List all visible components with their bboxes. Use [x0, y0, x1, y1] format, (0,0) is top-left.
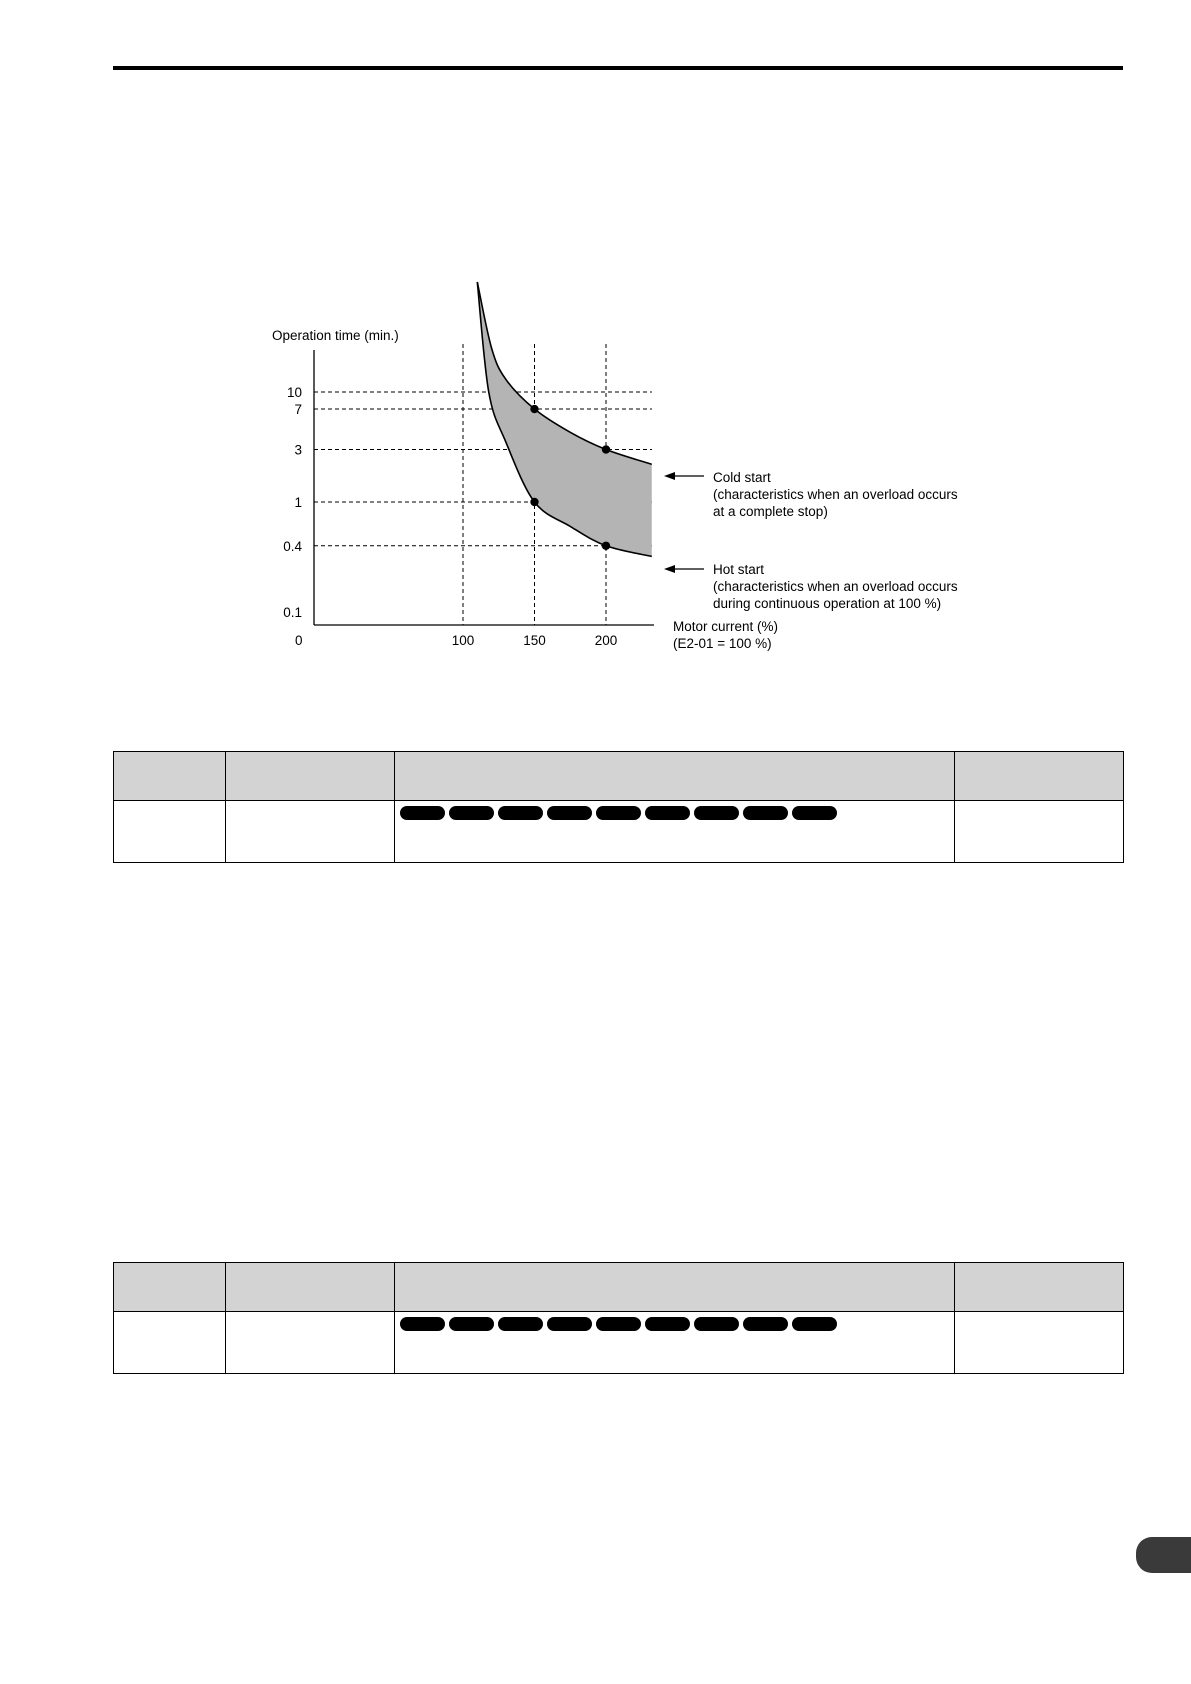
table-cell: [226, 1312, 395, 1374]
mode-pill: [596, 806, 641, 820]
operating-region-fill: [477, 282, 651, 556]
data-point-marker: [530, 498, 538, 506]
table-row: [114, 801, 1124, 863]
mode-pill: [498, 806, 543, 820]
mode-pill: [792, 1317, 837, 1331]
table-cell: [955, 801, 1124, 863]
header-cell: [955, 1263, 1124, 1312]
header-cell: [395, 1263, 955, 1312]
table-cell: [226, 801, 395, 863]
mode-pill: [743, 806, 788, 820]
data-point-marker: [602, 445, 610, 453]
mode-indicator-pills: [395, 1312, 954, 1331]
y-tick-label: 3: [294, 442, 302, 458]
mode-pill: [743, 1317, 788, 1331]
parameter-table-1: [113, 751, 1124, 863]
x-axis-label-line-2: (E2-01 = 100 %): [673, 636, 772, 651]
table-cell: [114, 1312, 226, 1374]
table-cell: [114, 801, 226, 863]
header-cell: [114, 1263, 226, 1312]
mode-pill: [596, 1317, 641, 1331]
mode-pill: [792, 806, 837, 820]
annotation-text: Hot start: [713, 562, 765, 577]
data-point-marker: [530, 405, 538, 413]
header-cell: [114, 752, 226, 801]
y-tick-label: 10: [286, 385, 302, 400]
table-cell: [955, 1312, 1124, 1374]
mode-indicator-cell: [395, 1312, 955, 1374]
mode-pill: [400, 1317, 445, 1331]
parameter-table-2: [113, 1262, 1124, 1374]
x-tick-label: 150: [523, 633, 546, 648]
mode-pill: [547, 806, 592, 820]
annotation-text: at a complete stop): [713, 504, 828, 519]
mode-pill: [449, 1317, 494, 1331]
header-cell: [226, 752, 395, 801]
mode-pill: [645, 806, 690, 820]
table-row: [114, 1312, 1124, 1374]
mode-pill: [400, 806, 445, 820]
chapter-tab: [1136, 1537, 1191, 1573]
mode-pill: [547, 1317, 592, 1331]
x-tick-label: 100: [451, 633, 475, 648]
table-header-row: [114, 752, 1124, 801]
y-tick-label: 7: [294, 402, 302, 418]
annotation-text: during continuous operation at 100 %): [713, 596, 942, 611]
overload-chart: [0, 0, 1191, 700]
mode-pill: [449, 806, 494, 820]
data-point-marker: [602, 542, 610, 550]
table-header-row: [114, 1263, 1124, 1312]
y-tick-label: 0.1: [283, 605, 302, 620]
header-cell: [226, 1263, 395, 1312]
y-tick-label: 0.4: [283, 538, 302, 554]
annotation-arrow-head: [664, 472, 675, 480]
x-tick-label: 200: [594, 633, 618, 648]
header-cell: [395, 752, 955, 801]
y-axis-label: Operation time (min.): [272, 328, 399, 343]
header-cell: [955, 752, 1124, 801]
y-tick-label: 1: [294, 495, 302, 510]
x-axis-label-line-1: Motor current (%): [673, 619, 779, 634]
annotation-arrow-head: [664, 565, 675, 573]
mode-pill: [694, 1317, 739, 1331]
annotation-text: Cold start: [713, 470, 771, 485]
annotation-text: (characteristics when an overload occurs: [713, 487, 958, 502]
mode-indicator-cell: [395, 801, 955, 863]
mode-pill: [694, 806, 739, 820]
chart-annotations: [664, 470, 958, 611]
mode-pill: [645, 1317, 690, 1331]
annotation-text: (characteristics when an overload occurs: [713, 579, 958, 594]
mode-pill: [498, 1317, 543, 1331]
origin-label: 0: [295, 633, 303, 648]
mode-indicator-pills: [395, 801, 954, 820]
